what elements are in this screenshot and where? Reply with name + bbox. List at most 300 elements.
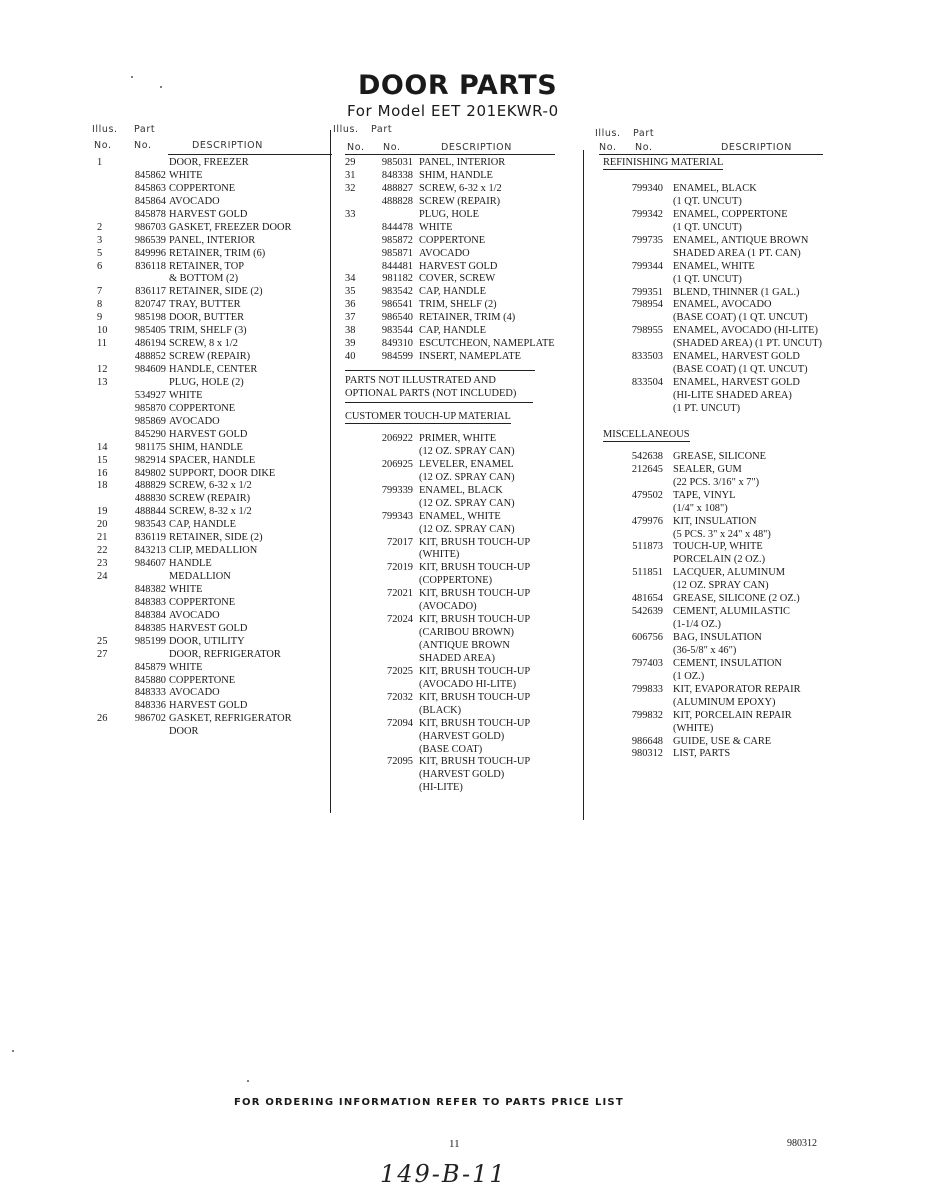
illus-no-label: No.: [599, 142, 617, 153]
table-row: [603, 235, 843, 248]
left-parts-column: [92, 122, 332, 739]
part-description: TOUCH-UP, WHITE: [673, 541, 763, 553]
table-row: [92, 713, 332, 726]
part-number: 72032: [387, 691, 413, 703]
table-row: [345, 601, 575, 614]
table-row: [92, 545, 332, 558]
part-description: SHIM, HANDLE: [419, 169, 493, 181]
column-divider: [583, 150, 584, 820]
part-description: KIT, BRUSH TOUCH-UP: [419, 588, 531, 600]
table-row: [345, 351, 575, 364]
part-description: GREASE, SILICONE (2 OZ.): [673, 593, 800, 605]
table-row: [92, 235, 332, 248]
part-description: PANEL, INTERIOR: [169, 234, 256, 246]
part-number: 606756: [631, 632, 663, 643]
part-number: 985871: [381, 247, 413, 259]
part-number: 836118: [135, 260, 166, 272]
table-row: [345, 511, 575, 524]
table-row: [603, 451, 843, 464]
part-description: (1 QT. UNCUT): [673, 273, 742, 285]
part-description: SEALER, GUM: [673, 463, 742, 475]
part-number: 848385: [134, 622, 166, 634]
part-description: (1 OZ.): [673, 670, 705, 682]
part-description: (1-1/4 OZ.): [673, 619, 721, 631]
scan-speck: [12, 1050, 14, 1052]
part-description: WHITE: [169, 169, 203, 181]
table-row: [345, 235, 575, 248]
part-number: 820747: [134, 299, 166, 311]
part-description: LEVELER, ENAMEL: [419, 458, 514, 470]
parts-list: [345, 157, 575, 364]
part-description: HANDLE: [169, 558, 212, 570]
part-description: (ALUMINUM EPOXY): [673, 696, 776, 708]
table-row: [603, 671, 843, 684]
table-row: [603, 464, 843, 477]
illus-number: 23: [97, 558, 108, 570]
illus-number: 38: [345, 325, 356, 337]
table-row: [92, 377, 332, 390]
part-number: 799344: [631, 260, 663, 272]
touchup-list: [345, 433, 575, 795]
table-row: [603, 209, 843, 222]
table-row: [92, 597, 332, 610]
part-description: HARVEST GOLD: [169, 208, 248, 220]
part-description: (AVOCADO): [419, 601, 477, 613]
illus-number: 18: [97, 480, 108, 492]
table-row: [345, 653, 575, 666]
illus-number: 32: [345, 182, 356, 194]
part-number: 986539: [134, 234, 166, 246]
handwritten-reference: 149-B-11: [380, 1160, 507, 1188]
part-description: RETAINER, TOP: [169, 260, 244, 272]
table-row: [92, 403, 332, 416]
table-row: [603, 222, 843, 235]
part-number: 985405: [134, 325, 166, 337]
part-description: PLUG, HOLE: [419, 208, 480, 220]
table-row: [345, 485, 575, 498]
table-row: [603, 390, 843, 403]
part-description: WHITE: [169, 583, 203, 595]
table-row: [345, 196, 575, 209]
part-number: 986648: [631, 735, 663, 747]
part-description: (BASE COAT): [419, 743, 483, 755]
table-row: [603, 645, 843, 658]
table-row: [92, 325, 332, 338]
part-number: 833503: [631, 351, 663, 363]
part-description: RETAINER, TRIM (6): [169, 247, 266, 259]
part-number: 986703: [134, 221, 166, 233]
table-row: [92, 273, 332, 286]
table-row: [92, 480, 332, 493]
part-description: BLEND, THINNER (1 GAL.): [673, 286, 800, 298]
illus-number: 3: [97, 234, 103, 246]
header-rule: [599, 154, 823, 155]
table-row: [345, 731, 575, 744]
part-number: 980312: [631, 748, 663, 760]
part-description: (12 OZ. SPRAY CAN): [419, 471, 515, 483]
table-row: [345, 170, 575, 183]
table-row: [92, 170, 332, 183]
part-description: KIT, BRUSH TOUCH-UP: [419, 756, 531, 768]
illus-number: 6: [97, 260, 103, 272]
table-row: [345, 756, 575, 769]
part-description: WHITE: [419, 221, 453, 233]
part-number: 72021: [387, 588, 413, 600]
part-number: 981182: [382, 273, 413, 285]
part-number: 984607: [134, 558, 166, 570]
table-row: [345, 248, 575, 261]
part-number: 986702: [134, 713, 166, 725]
part-number: 849996: [134, 247, 166, 259]
part-description: CAP, HANDLE: [419, 286, 486, 298]
table-row: [92, 416, 332, 429]
illus-number: 2: [97, 221, 103, 233]
part-number: 799343: [381, 510, 413, 522]
table-row: [345, 459, 575, 472]
part-number: 985870: [134, 402, 166, 414]
part-number: 488828: [381, 195, 413, 207]
part-number: 479976: [631, 515, 663, 527]
part-number: 985869: [134, 415, 166, 427]
part-description: PANEL, INTERIOR: [419, 157, 506, 168]
section-rule: [345, 364, 535, 371]
part-description: KIT, BRUSH TOUCH-UP: [419, 614, 531, 626]
part-description: (BLACK): [419, 704, 462, 716]
table-row: [92, 455, 332, 468]
table-row: [345, 537, 575, 550]
part-description: HARVEST GOLD: [169, 622, 248, 634]
illus-number: 22: [97, 545, 108, 557]
part-number: 981175: [135, 441, 166, 453]
table-row: [92, 442, 332, 455]
part-description: LIST, PARTS: [673, 748, 731, 760]
table-row: [92, 248, 332, 261]
table-row: [345, 299, 575, 312]
part-description: (ANTIQUE BROWN: [419, 640, 510, 651]
part-description: SCREW (REPAIR): [169, 351, 251, 363]
part-number: 797403: [631, 657, 663, 669]
table-row: [92, 519, 332, 532]
part-number: 481654: [631, 593, 663, 605]
part-number: 72095: [387, 756, 413, 768]
table-row: [603, 299, 843, 312]
table-row: [603, 338, 843, 351]
part-description: AVOCADO: [169, 609, 220, 621]
miscellaneous-heading: MISCELLANEOUS: [603, 428, 690, 440]
part-description: INSERT, NAMEPLATE: [419, 351, 521, 363]
table-row: [92, 468, 332, 481]
part-description: SCREW, 6-32 x 1/2: [419, 182, 502, 194]
part-number: 982914: [134, 454, 166, 466]
part-description: COPPERTONE: [169, 674, 236, 686]
table-row: [92, 209, 332, 222]
part-number: 488830: [134, 493, 166, 505]
part-description: COPPERTONE: [169, 596, 236, 608]
table-row: [92, 649, 332, 662]
part-number: 72094: [387, 717, 413, 729]
table-row: [603, 351, 843, 364]
illus-number: 15: [97, 454, 108, 466]
table-row: [603, 183, 843, 196]
table-row: [345, 705, 575, 718]
part-number: 845290: [134, 428, 166, 440]
middle-parts-column: [333, 122, 575, 795]
table-row: [603, 377, 843, 390]
part-number: 486194: [134, 338, 166, 350]
part-description: ENAMEL, WHITE: [419, 510, 501, 522]
table-row: [603, 632, 843, 645]
part-description: (12 OZ. SPRAY CAN): [673, 580, 769, 592]
part-number: 72017: [387, 536, 413, 548]
part-description: ESCUTCHEON, NAMEPLATE: [419, 338, 555, 350]
part-no-label: No.: [635, 142, 653, 153]
illus-no-label: No.: [94, 140, 112, 151]
illus-number: 37: [345, 312, 356, 324]
part-label: Part: [371, 124, 393, 135]
part-description: AVOCADO: [169, 687, 220, 699]
scan-speck: [247, 1080, 249, 1082]
part-description: MEDALLION: [169, 571, 231, 582]
part-no-label: No.: [134, 140, 152, 151]
part-description: GASKET, FREEZER DOOR: [169, 221, 292, 233]
illus-number: 14: [97, 441, 108, 453]
table-row: [603, 312, 843, 325]
table-row: [603, 248, 843, 261]
part-description: SCREW (REPAIR): [419, 195, 501, 207]
table-row: [603, 261, 843, 274]
table-row: [603, 529, 843, 542]
part-no-label: No.: [383, 142, 401, 153]
table-row: [345, 679, 575, 692]
part-description: ENAMEL, WHITE: [673, 260, 755, 272]
table-row: [345, 744, 575, 757]
part-description: (12 OZ. SPRAY CAN): [419, 445, 515, 457]
part-description: COPPERTONE: [169, 402, 236, 414]
table-row: [92, 338, 332, 351]
table-row: [92, 312, 332, 325]
part-number: 799342: [631, 208, 663, 220]
part-description: HANDLE, CENTER: [169, 364, 258, 375]
part-number: 849310: [381, 338, 413, 350]
illus-number: 11: [97, 338, 108, 350]
part-number: 845879: [134, 661, 166, 673]
column-header: [333, 122, 575, 157]
table-row: [92, 222, 332, 235]
part-description: (HI-LITE SHADED AREA): [673, 390, 792, 401]
column-header: [595, 122, 843, 157]
part-description: DOOR: [169, 726, 199, 738]
part-description: BAG, INSULATION: [673, 632, 762, 643]
table-row: [603, 606, 843, 619]
table-row: [603, 364, 843, 377]
part-description: SHADED AREA): [419, 652, 495, 664]
part-description: SCREW, 8-32 x 1/2: [169, 506, 252, 518]
part-number: 849802: [134, 467, 166, 479]
illus-number: 19: [97, 506, 108, 518]
part-description: RETAINER, SIDE (2): [169, 532, 263, 544]
table-row: [345, 562, 575, 575]
part-number: 848338: [381, 169, 413, 181]
part-number: 984609: [134, 364, 166, 375]
part-description: TAPE, VINYL: [673, 489, 736, 501]
part-number: 206925: [381, 458, 413, 470]
table-row: [345, 286, 575, 299]
part-number: 488829: [134, 480, 166, 492]
part-description: ENAMEL, HARVEST GOLD: [673, 377, 800, 389]
table-row: [603, 748, 843, 761]
table-row: [345, 273, 575, 286]
not-illustrated-note-line1: PARTS NOT ILLUSTRATED AND: [345, 375, 496, 386]
table-row: [92, 506, 332, 519]
part-number: 833504: [631, 377, 663, 389]
illus-number: 39: [345, 338, 356, 350]
table-row: [603, 541, 843, 554]
part-description: COVER, SCREW: [419, 273, 496, 285]
part-number: 848383: [134, 596, 166, 608]
part-description: CAP, HANDLE: [419, 325, 486, 337]
part-number: 72019: [387, 562, 413, 574]
part-description: ENAMEL, BLACK: [673, 183, 757, 194]
table-row: [345, 614, 575, 627]
part-description: KIT, BRUSH TOUCH-UP: [419, 717, 531, 729]
part-description: DOOR, FREEZER: [169, 157, 249, 168]
document-number: 980312: [787, 1138, 817, 1149]
part-description: (HARVEST GOLD): [419, 769, 505, 781]
part-number: 985031: [381, 157, 413, 168]
illus-number: 1: [97, 157, 103, 168]
part-description: (1 PT. UNCUT): [673, 402, 741, 414]
table-row: [345, 549, 575, 562]
part-number: 799735: [631, 234, 663, 246]
part-number: 542639: [631, 606, 663, 618]
part-description: TRIM, SHELF (2): [419, 299, 497, 311]
part-number: 985198: [134, 312, 166, 324]
part-description: (AVOCADO HI-LITE): [419, 678, 517, 690]
table-row: [92, 700, 332, 713]
part-description: WHITE: [169, 389, 203, 401]
part-number: 212645: [631, 463, 663, 475]
part-description: TRAY, BUTTER: [169, 299, 241, 311]
part-number: 799833: [631, 683, 663, 695]
table-row: [92, 196, 332, 209]
part-description: SCREW, 8 x 1/2: [169, 338, 238, 350]
table-row: [92, 351, 332, 364]
table-row: [603, 477, 843, 490]
illus-label: Illus.: [595, 128, 621, 139]
table-row: [345, 588, 575, 601]
description-label: DESCRIPTION: [192, 140, 263, 151]
part-description: SPACER, HANDLE: [169, 454, 256, 466]
illus-number: 10: [97, 325, 108, 337]
part-number: 534927: [134, 389, 166, 401]
illus-number: 9: [97, 312, 103, 324]
illus-label: Illus.: [333, 124, 359, 135]
table-row: [92, 493, 332, 506]
table-row: [345, 183, 575, 196]
table-row: [603, 274, 843, 287]
part-description: KIT, BRUSH TOUCH-UP: [419, 536, 531, 548]
part-number: 836117: [135, 286, 166, 298]
part-number: 799339: [381, 484, 413, 496]
part-description: SCREW, 6-32 x 1/2: [169, 480, 252, 492]
page-number: 11: [449, 1138, 460, 1150]
part-number: 843213: [134, 545, 166, 557]
part-number: 983542: [381, 286, 413, 298]
part-description: (SHADED AREA) (1 PT. UNCUT): [673, 338, 823, 350]
part-label: Part: [633, 128, 655, 139]
part-description: RETAINER, TRIM (4): [419, 312, 516, 324]
part-description: & BOTTOM (2): [169, 273, 239, 285]
illus-number: 20: [97, 519, 108, 531]
illus-number: 8: [97, 299, 103, 311]
refinishing-list: [603, 183, 843, 416]
illus-number: 21: [97, 532, 108, 544]
part-number: 479502: [631, 489, 663, 501]
not-illustrated-note-line2: OPTIONAL PARTS (NOT INCLUDED): [345, 388, 517, 399]
part-number: 845862: [134, 169, 166, 181]
part-description: (1/4" x 108"): [673, 502, 728, 514]
part-number: 488844: [134, 506, 166, 518]
part-description: (BASE COAT) (1 QT. UNCUT): [673, 364, 808, 376]
page-title: DOOR PARTS: [358, 70, 558, 101]
part-description: COPPERTONE: [419, 234, 486, 246]
part-description: ENAMEL, AVOCADO (HI-LITE): [673, 325, 818, 337]
table-row: [603, 196, 843, 209]
part-number: 72024: [387, 614, 413, 626]
table-row: [92, 675, 332, 688]
right-parts-column: [595, 122, 843, 761]
part-description: ENAMEL, AVOCADO: [673, 299, 772, 311]
table-row: [92, 157, 332, 170]
part-number: 844478: [381, 221, 413, 233]
column-divider: [330, 130, 331, 813]
part-description: GASKET, REFRIGERATOR: [169, 713, 292, 725]
table-row: [92, 726, 332, 739]
part-description: RETAINER, SIDE (2): [169, 286, 263, 298]
table-row: [92, 558, 332, 571]
part-number: 848336: [134, 700, 166, 712]
part-description: CEMENT, INSULATION: [673, 657, 782, 669]
table-row: [603, 287, 843, 300]
illus-number: 24: [97, 571, 108, 582]
part-description: CLIP, MEDALLION: [169, 545, 258, 557]
part-description: KIT, BRUSH TOUCH-UP: [419, 665, 531, 677]
table-row: [603, 723, 843, 736]
part-description: ENAMEL, HARVEST GOLD: [673, 351, 800, 363]
part-number: 799832: [631, 709, 663, 721]
part-description: TRIM, SHELF (3): [169, 325, 247, 337]
part-number: 511851: [632, 567, 663, 579]
table-row: [345, 472, 575, 485]
table-row: [92, 532, 332, 545]
part-number: 983544: [381, 325, 413, 337]
part-description: LACQUER, ALUMINUM: [673, 567, 785, 579]
part-description: (BASE COAT) (1 QT. UNCUT): [673, 312, 808, 324]
ordering-info-note: FOR ORDERING INFORMATION REFER TO PARTS PRICE LIST: [234, 1097, 624, 1108]
part-number: 206922: [381, 433, 413, 444]
table-row: [92, 610, 332, 623]
part-number: 511873: [632, 541, 663, 553]
refinishing-heading: REFINISHING MATERIAL: [603, 157, 724, 168]
touchup-heading: CUSTOMER TOUCH-UP MATERIAL: [345, 411, 511, 422]
illus-number: 12: [97, 364, 108, 375]
part-description: DOOR, REFRIGERATOR: [169, 648, 281, 660]
illus-number: 35: [345, 286, 356, 298]
part-description: (36-5/8" x 46"): [673, 644, 737, 656]
part-description: (HI-LITE): [419, 782, 463, 794]
illus-number: 7: [97, 286, 103, 298]
part-number: 845880: [134, 674, 166, 686]
